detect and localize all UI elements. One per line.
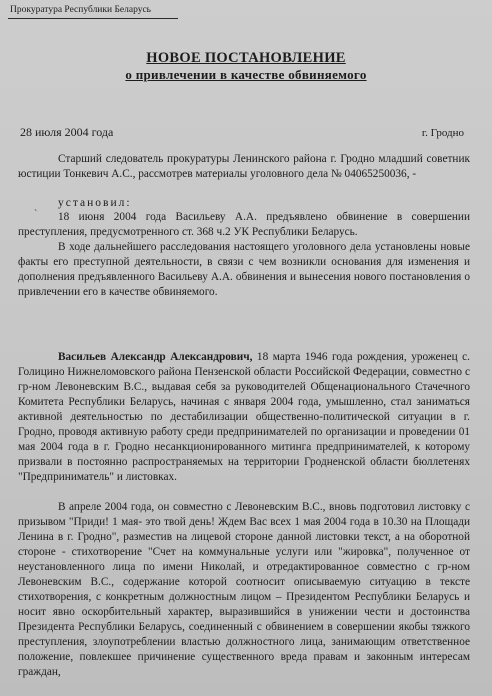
paragraph-accused: [18, 350, 470, 485]
intro-paragraph: Старший следователь прокуратуры Ленинского района г. Гродно младший советник юстиции Тонкевич А.С., рассмотрев материалы уголовного дела № 04065250036, -: [18, 153, 470, 180]
document-city: г. Гродно: [421, 127, 464, 139]
accused-description: 18 марта 1946 года рождения, уроженец с. Голицино Нижнеломовского района Пензенской области Российской Федерации, совместно с гр-ном Левоневским В.С., выдавая себя за руководителей Общенационального Стачечного Комитета Республики Беларусь, начиная с января 2004 года, умышленно, стал заниматься активной деятельностью по дестабилизации общественно-политической ситуации в г. Гродно, проводя активную работу среди предпринимателей по организации и проведении 01 мая 2004 года в г. Гродно несанкционированного митинга предпринимателей, к которому призвали в постоянно распространяемых на территории Гродненской области бюллетенях "Предприниматель" и листовках.: [18, 351, 470, 483]
ustanovil-heading: установил:: [58, 197, 132, 209]
accused-name: Васильев Александр Александрович,: [58, 351, 253, 363]
paragraph-charge: 18 июня 2004 года Васильеву А.А. предъявлено обвинение в совершении преступления, предусмотренного ст. 368 ч.2 УК Республики Беларусь.: [18, 211, 470, 238]
document-title: НОВОЕ ПОСТАНОВЛЕНИЕ: [146, 50, 346, 66]
header-underline: [8, 18, 178, 19]
paragraph-leaflet: В апреле 2004 года, он совместно с Левоневским В.С., вновь подготовил листовку с призывом "Приди! 1 мая- это твой день! Ждем Вас всех 1 мая 2004 года в 10.30 на Площади Ленина в г. Гродно", разместив на лицевой стороне данной листовки текст, а на оборотной стороне - стихотворение "Счет на коммунальные услуги или "жировка", полученное от неустановленного лица по имени Николай, и отредактированное совместно с гр-ном Левоневским В.С., содержание которой соотносит описываемую ситуацию в тексте стихотворения, с конкретным должностным лицом – Президентом Республики Беларусь и носит явно оскорбительный характер, выразившийся в унижении чести и достоинства Президента Республики Беларусь, соединенный с обвинением в совершении якобы тяжкого преступления, злоупотреблении властью должностного лица, занимающим ответственное положение, повлекшее причинение существенного вреда правам и законным интересам граждан,: [18, 501, 470, 678]
header-organization: Прокуратура Республики Беларусь: [10, 5, 152, 15]
margin-mark: `: [34, 209, 38, 220]
document-subtitle: о привлечении в качестве обвиняемого: [125, 67, 367, 82]
document-date: 28 июля 2004 года: [20, 125, 114, 139]
paragraph-investigation: В ходе дальнейшего расследования настоящего уголовного дела установлены новые факты его преступной деятельности, в связи с чем возникли основания для изменения и дополнения предъявленного Васильеву А.А. обвинения и вынесения нового постановления о привлечении его в качестве обвиняемого.: [18, 241, 470, 298]
